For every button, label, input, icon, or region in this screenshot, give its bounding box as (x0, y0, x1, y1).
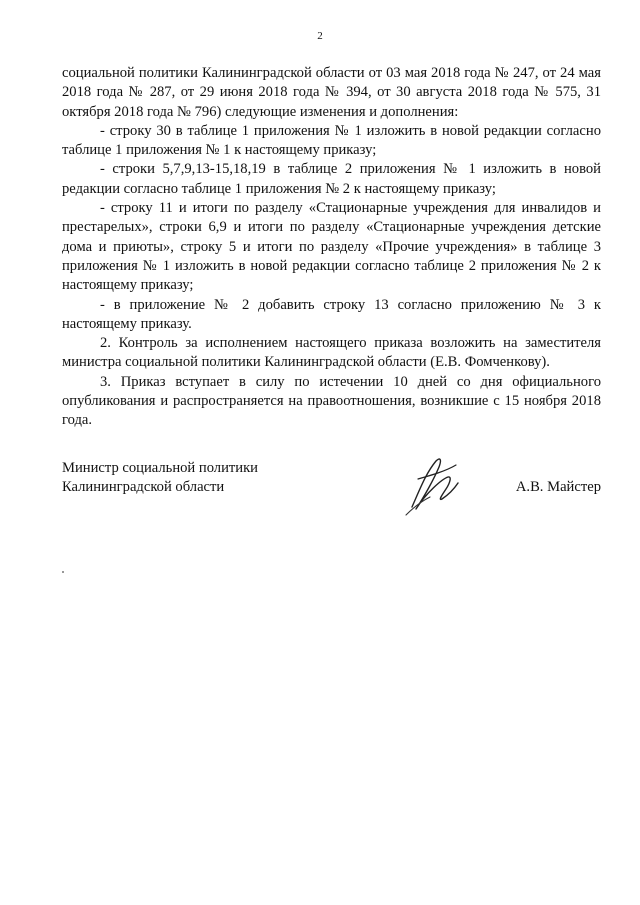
scan-speck (62, 571, 64, 573)
page-number: 2 (317, 30, 323, 42)
handwritten-signature-icon (392, 449, 482, 524)
paragraph-item-add-row13: - в приложение № 2 добавить строку 13 согласно приложению № 3 к настоящему приказу. (62, 296, 601, 332)
paragraph-item-row30: - строку 30 в таблице 1 приложения № 1 изложить в новой редакции согласно таблице 1 приложения № 1 к настоящему приказу; (62, 122, 601, 159)
paragraph-effective-clause: 3. Приказ вступает в силу по истечении 10 дней со дня официального опубликования и распространяется на правоотношения, возникшие с 15 ноября 2018 года. (62, 373, 601, 429)
signer-title (62, 459, 258, 498)
paragraph-item-row11-table3: - строку 11 и итоги по разделу «Стационарные учреждения для инвалидов и престарелых», строки 6,9 и итоги по разделу «Стационарные учреждения детские дома и приюты», строку 5 и итоги по разделу «Прочие учреждения» в таблице 3 приложения № 1 изложить в новой редакции согласно таблице 2 приложения № 2 к настоящему приказу; (62, 200, 601, 294)
paragraph-item-rows-table2: - строки 5,7,9,13-15,18,19 в таблице 2 приложения № 1 изложить в новой редакции согласно таблице 1 приложения № 2 к настоящему приказу; (62, 161, 601, 197)
signer-name: А.В. Майстер (515, 479, 601, 495)
document-body (62, 64, 601, 431)
signer-title-line1: Министр социальной политики (62, 460, 258, 476)
paragraph-continuation: социальной политики Калининградской области от 03 мая 2018 года № 247, от 24 мая 2018 года № 287, от 29 июня 2018 года № 394, от 30 августа 2018 года № 575, 31 октября 2018 года № 796) следующие изменения и дополнения: (62, 65, 601, 120)
signer-title-line2: Калининградской области (62, 479, 225, 496)
paragraph-control-clause: 2. Контроль за исполнением настоящего приказа возложить на заместителя министра социальной политики Калининградской области (Е.В. Фомченкову). (62, 335, 601, 371)
signature-block (62, 459, 601, 519)
